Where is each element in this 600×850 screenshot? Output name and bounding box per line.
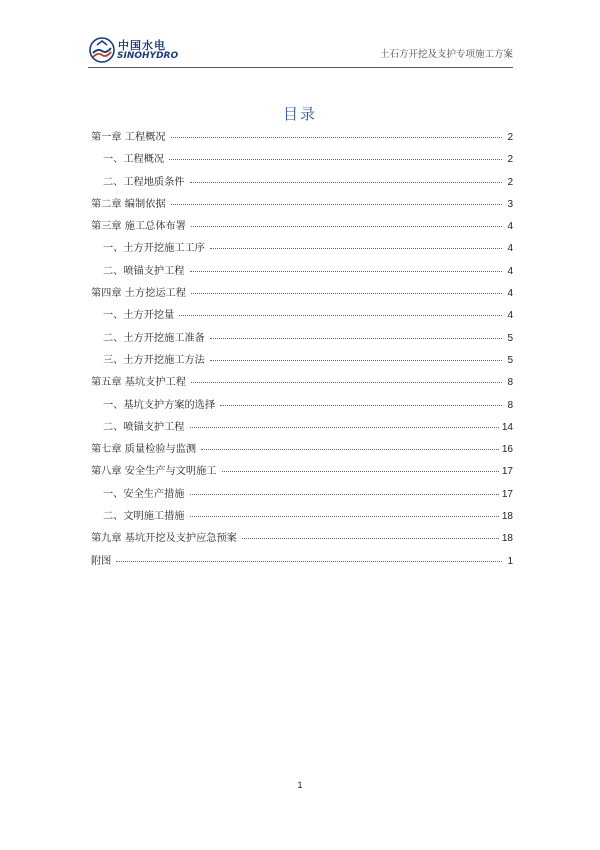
toc-entry-label: 二、土方开挖施工准备 [103, 332, 205, 344]
toc-entry-label: 第五章 基坑支护工程 [91, 377, 186, 389]
toc-entry-label: 一、安全生产措施 [103, 488, 185, 500]
toc-entry[interactable] [91, 552, 513, 574]
toc-dot-leader [201, 449, 499, 450]
toc-entry-label: 一、工程概况 [103, 154, 165, 166]
toc-dot-leader [210, 248, 502, 249]
logo-chinese-name: 中国水电 [118, 39, 166, 52]
toc-entry-label: 二、喷锚支护工程 [103, 265, 185, 277]
toc-entry-page: 4 [507, 243, 513, 255]
toc-entry[interactable] [91, 262, 513, 284]
toc-entry-page: 17 [501, 466, 513, 478]
logo-english-name: SINOHYDRO [117, 51, 179, 61]
toc-entry[interactable] [91, 195, 513, 217]
toc-dot-leader [191, 382, 502, 383]
toc-dot-leader [222, 471, 499, 472]
toc-entry-label: 一、土方开挖施工工序 [103, 243, 205, 255]
table-of-contents [91, 128, 513, 574]
toc-entry-label: 第八章 安全生产与文明施工 [91, 466, 217, 478]
toc-dot-leader [190, 427, 499, 428]
toc-dot-leader [191, 226, 502, 227]
toc-entry-page: 2 [507, 176, 513, 188]
toc-entry[interactable] [91, 329, 513, 351]
toc-entry-page: 8 [507, 377, 513, 389]
toc-entry-label: 第二章 编制依据 [91, 198, 166, 210]
toc-entry-label: 一、基坑支护方案的选择 [103, 399, 216, 411]
toc-entry-page: 4 [507, 265, 513, 277]
toc-dot-leader [190, 271, 503, 272]
toc-entry-label: 三、土方开挖施工方法 [103, 354, 205, 366]
toc-entry-page: 5 [507, 332, 513, 344]
document-title: 土石方开挖及支护专项施工方案 [379, 49, 513, 60]
sinohydro-logo [88, 34, 208, 66]
toc-dot-leader [190, 182, 503, 183]
toc-dot-leader [220, 405, 502, 406]
toc-entry-page: 14 [501, 421, 513, 433]
toc-entry-page: 18 [501, 533, 513, 545]
toc-dot-leader [116, 561, 502, 562]
toc-entry-page: 18 [501, 511, 513, 523]
toc-entry-page: 2 [507, 132, 513, 143]
toc-entry-label: 二、喷锚支护工程 [103, 421, 185, 433]
toc-dot-leader [171, 137, 502, 138]
toc-entry[interactable] [91, 239, 513, 261]
toc-entry-page: 16 [501, 444, 513, 456]
toc-entry[interactable] [91, 462, 513, 484]
toc-dot-leader [171, 204, 502, 205]
toc-entry-label: 二、工程地质条件 [103, 176, 185, 188]
toc-dot-leader [169, 159, 502, 160]
toc-entry[interactable] [91, 217, 513, 239]
toc-entry-label: 第七章 质量检验与监测 [91, 444, 197, 456]
toc-entry[interactable] [91, 418, 513, 440]
toc-entry-page: 4 [507, 310, 513, 322]
toc-entry-label: 第四章 土方挖运工程 [91, 288, 186, 300]
toc-entry-label: 第三章 施工总体布署 [91, 221, 186, 233]
toc-entry[interactable] [91, 150, 513, 172]
toc-entry[interactable] [91, 507, 513, 529]
toc-entry-label: 一、土方开挖量 [103, 310, 175, 322]
toc-entry-label: 二、文明施工措施 [103, 511, 185, 523]
toc-entry[interactable] [91, 396, 513, 418]
toc-entry[interactable] [91, 128, 513, 150]
toc-heading: 目录 [282, 105, 317, 123]
toc-entry-page: 5 [507, 354, 513, 366]
sinohydro-emblem-icon [88, 36, 116, 64]
toc-entry[interactable] [91, 373, 513, 395]
toc-entry-page: 8 [507, 399, 513, 411]
page-header [88, 34, 513, 70]
toc-dot-leader [242, 538, 499, 539]
toc-entry-page: 4 [507, 288, 513, 300]
toc-entry[interactable] [91, 485, 513, 507]
toc-dot-leader [191, 293, 502, 294]
toc-dot-leader [179, 315, 502, 316]
toc-dot-leader [190, 516, 499, 517]
toc-entry-label: 第一章 工程概况 [91, 132, 166, 143]
toc-dot-leader [190, 494, 499, 495]
toc-entry-page: 1 [507, 555, 513, 567]
toc-entry[interactable] [91, 529, 513, 551]
toc-entry[interactable] [91, 351, 513, 373]
page-number: 1 [297, 780, 303, 790]
toc-entry-label: 附图 [91, 555, 112, 567]
toc-entry[interactable] [91, 173, 513, 195]
toc-entry[interactable] [91, 306, 513, 328]
toc-entry-page: 17 [501, 488, 513, 500]
toc-entry[interactable] [91, 440, 513, 462]
toc-entry-page: 2 [507, 154, 513, 166]
header-divider [88, 67, 513, 68]
toc-dot-leader [210, 338, 502, 339]
toc-entry-label: 第九章 基坑开挖及支护应急预案 [91, 533, 237, 545]
toc-entry-page: 3 [507, 198, 513, 210]
toc-entry[interactable] [91, 284, 513, 306]
toc-entry-page: 4 [507, 221, 513, 233]
toc-dot-leader [210, 360, 502, 361]
